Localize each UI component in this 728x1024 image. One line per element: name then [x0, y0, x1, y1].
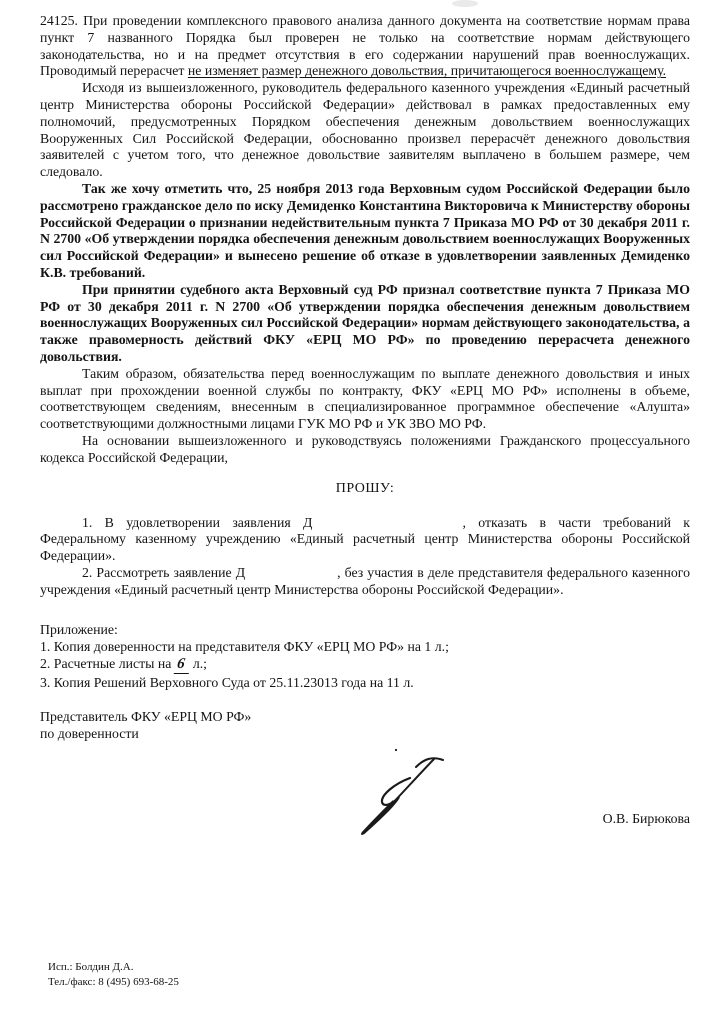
scan-smudge — [452, 0, 478, 7]
attachments-heading: Приложение: — [40, 621, 118, 637]
handwritten-page-count: 6 — [174, 656, 191, 674]
request-item-2-text-before: 2. Рассмотреть заявление Д — [82, 564, 246, 580]
request-item-1-text-before: 1. В удовлетворении заявления Д — [82, 514, 313, 530]
underlined-statement: не изменяет размер денежного довольствия, причитающегося военнослужащему. — [187, 63, 667, 79]
document-body — [40, 13, 690, 742]
attachment-item-2-text-before: 2. Расчетные листы на — [40, 655, 172, 671]
attachment-item-2 — [40, 655, 690, 674]
signer-block — [40, 708, 690, 742]
paragraph-legal-basis: На основании вышеизложенного и руководствуясь положениями Гражданского процессуального кодекса Российской Федерации, — [40, 432, 690, 465]
redacted-name-gap — [312, 526, 462, 527]
request-item-2-text-after: , без участия в деле представителя федерального казенного учреждения «Единый расчетный центр Министерства обороны Российской Федерации». — [40, 564, 690, 597]
signature-strokes — [352, 746, 452, 838]
executor-footer — [48, 960, 179, 989]
signer-role-line-1: Представитель ФКУ «ЕРЦ МО РФ» — [40, 708, 252, 724]
paragraph-continuation — [40, 13, 690, 80]
request-item-1-text-after: , отказать в части требований к Федеральному казенному учреждению «Единый расчетный центр Министерства обороны Российской Федерации». — [40, 514, 690, 564]
paragraph-court-ruling: При принятии судебного акта Верховный суд РФ признал соответствие пункта 7 Приказа МО РФ от 30 декабря 2011 г. N 2700 «Об утверждении порядка обеспечения денежным довольствием военнослужащих Вооруженных сил Российской Федерации» нормам действующего законодательства, а также правомерность действий ФКУ «ЕРЦ МО РФ» по проведению перерасчета денежного довольствия. — [40, 281, 690, 364]
paragraph-conclusion: Исходя из вышеизложенного, руководитель федерального казенного учреждения «Единый расчетный центр Министерства обороны Российской Федерации» действовал в рамках предоставленных ему полномочий, предусмотренных Порядком обеспечения денежным довольствием военнослужащих Вооруженных Сил Российской Федерации, обоснованно произвел перерасчёт денежного довольствия заявителей с учетом того, что денежное довольствие заявителям выплачено в большем размере, чем следовало. — [40, 80, 690, 180]
executor-phone: Тел./факс: 8 (495) 693-68-25 — [48, 975, 179, 988]
handwritten-signature — [352, 746, 452, 838]
attachment-item-1: 1. Копия доверенности на представителя ФКУ «ЕРЦ МО РФ» на 1 л.; — [40, 638, 449, 654]
attachment-item-3: 3. Копия Решений Верховного Суда от 25.11.23013 года на 11 л. — [40, 674, 414, 690]
paragraph-supreme-court-case: Так же хочу отметить что, 25 ноября 2013 года Верховным судом Российской Федерации было рассмотрено гражданское дело по иску Демиденко Константина Викторовича к Министерству обороны Российской Федерации о признании недействительным пункта 7 Приказа МО РФ от 30 декабря 2011 г. N 2700 «Об утверждении порядка обеспечения денежным довольствием военнослужащих Вооруженных сил Российской Федерации» и вынесено решение об отказе в удовлетворении заявленных Демиденко К.В. требований. — [40, 180, 690, 280]
attachment-item-2-text-after: л.; — [192, 655, 207, 671]
request-item-1 — [40, 515, 690, 565]
executor-name: Исп.: Болдин Д.А. — [48, 961, 134, 973]
paragraph-obligations: Таким образом, обязательства перед военнослужащим по выплате денежного довольствия и иных выплат при прохождении военной службы по контракту, ФКУ «ЕРЦ МО РФ» исполнены в объеме, соответствующем сведениям, внесенным в специализированное программное обеспечение «Алушта» соответствующими должностными лицами ГУК МО РФ и УК ЗВО МО РФ. — [40, 365, 690, 432]
attachments-section — [40, 621, 690, 691]
request-heading: ПРОШУ: — [335, 480, 395, 496]
request-item-2 — [40, 565, 690, 599]
signer-name: О.В. Бирюкова — [602, 811, 690, 826]
signer-role-line-2: по доверенности — [40, 725, 139, 741]
paragraph-1-text: 24125. При проведении комплексного правового анализа данного документа на соответствие нормам права пункт 7 названного Порядка был проверен не только на соответствие нормам действующего законодательства, но и на предмет отсутствия в его содержании нарушений прав военнослужащих. Проводимый перерасчет — [40, 13, 690, 79]
redacted-name-gap — [245, 576, 337, 577]
